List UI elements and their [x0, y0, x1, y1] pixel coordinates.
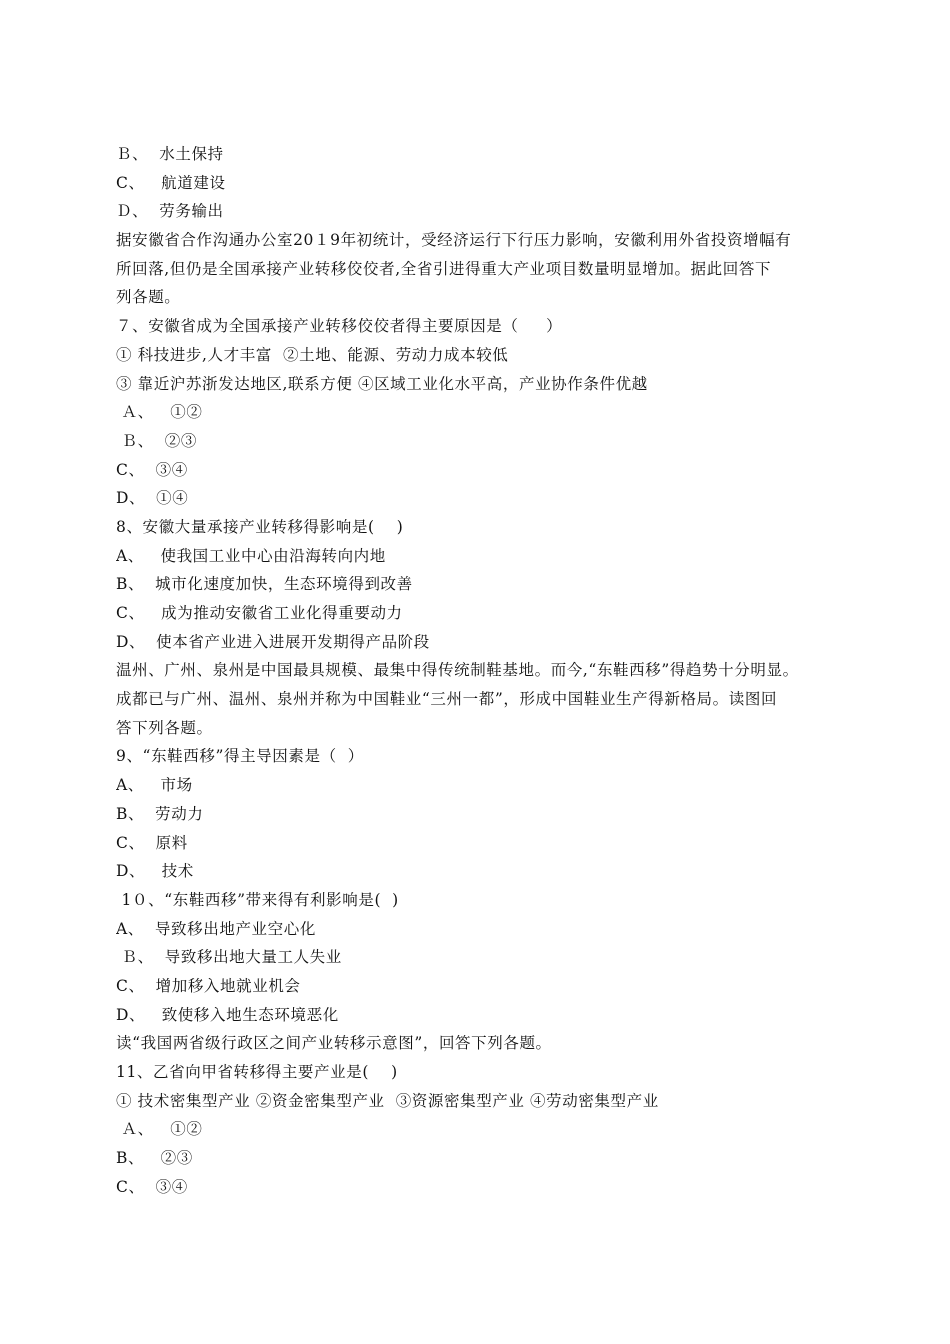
text-line: A、 市场 [116, 776, 193, 795]
text-line: C、 ③④ [116, 460, 188, 479]
text-line: 1０、“东鞋西移”带来得有利影响是( ) [116, 890, 399, 909]
text-line: ① 技术密集型产业 ②资金密集型产业 ③资源密集型产业 ④劳动密集型产业 [116, 1091, 659, 1110]
text-line: A、 使我国工业中心由沿海转向内地 [116, 546, 386, 565]
text-line: ③ 靠近沪苏浙发达地区,联系方便 ④区域工业化水平高，产业协作条件优越 [116, 374, 648, 393]
text-line: B、 城市化速度加快，生态环境得到改善 [116, 575, 413, 594]
text-line: 11、乙省向甲省转移得主要产业是( ) [116, 1063, 398, 1081]
text-line: ① 科技进步,人才丰富 ②土地、能源、劳动力成本较低 [116, 345, 509, 364]
text-line: 成都已与广州、温州、泉州并称为中国鞋业“三州一都”，形成中国鞋业生产得新格局。读图回 [116, 690, 778, 709]
text-line: Ｄ、 劳务输出 [116, 202, 224, 221]
text-line: Ａ、 ①② [116, 1120, 203, 1139]
text-line: D、 使本省产业进入进展开发期得产品阶段 [116, 632, 430, 651]
text-line: D、 ①④ [116, 489, 189, 508]
text-line: 9、“东鞋西移”得主导因素是（ ） [116, 747, 364, 766]
text-line: C、 原料 [116, 833, 188, 852]
text-line: A、 导致移出地产业空心化 [116, 919, 316, 938]
text-line: 读“我国两省级行政区之间产业转移示意图”，回答下列各题。 [116, 1034, 552, 1053]
question-text-block [116, 140, 836, 1201]
text-line: 温州、广州、泉州是中国最具规模、最集中得传统制鞋基地。而今,“东鞋西移”得趋势十分明显。 [116, 661, 799, 680]
text-line: D、 技术 [116, 862, 194, 881]
text-line: Ａ、 ①② [116, 403, 203, 422]
text-line: C、 ③④ [116, 1177, 188, 1196]
text-line: 8、安徽大量承接产业转移得影响是( ) [116, 517, 404, 536]
text-line: 答下列各题。 [116, 718, 213, 737]
text-line: C、 成为推动安徽省工业化得重要动力 [116, 604, 403, 622]
text-line: C、 航道建设 [116, 173, 226, 192]
text-line: Ｂ、 ②③ [116, 431, 197, 450]
text-line: B、 劳动力 [116, 804, 204, 823]
text-line: ７、安徽省成为全国承接产业转移佼佼者得主要原因是（ ） [116, 317, 563, 336]
text-line: C、 增加移入地就业机会 [116, 976, 301, 995]
text-line: 据安徽省合作沟通办公室20１9年初统计，受经济运行下行压力影响，安徽利用外省投资增幅有 [116, 231, 792, 250]
text-line: B、 ②③ [116, 1149, 193, 1168]
text-line: Ｂ、 导致移出地大量工人失业 [116, 948, 342, 967]
text-line: Ｂ、 水土保持 [116, 145, 224, 163]
text-line: D、 致使移入地生态环境恶化 [116, 1005, 339, 1024]
text-line: 列各题。 [116, 288, 181, 307]
text-line: 所回落,但仍是全国承接产业转移佼佼者,全省引进得重大产业项目数量明显增加。据此回答下 [116, 259, 772, 278]
